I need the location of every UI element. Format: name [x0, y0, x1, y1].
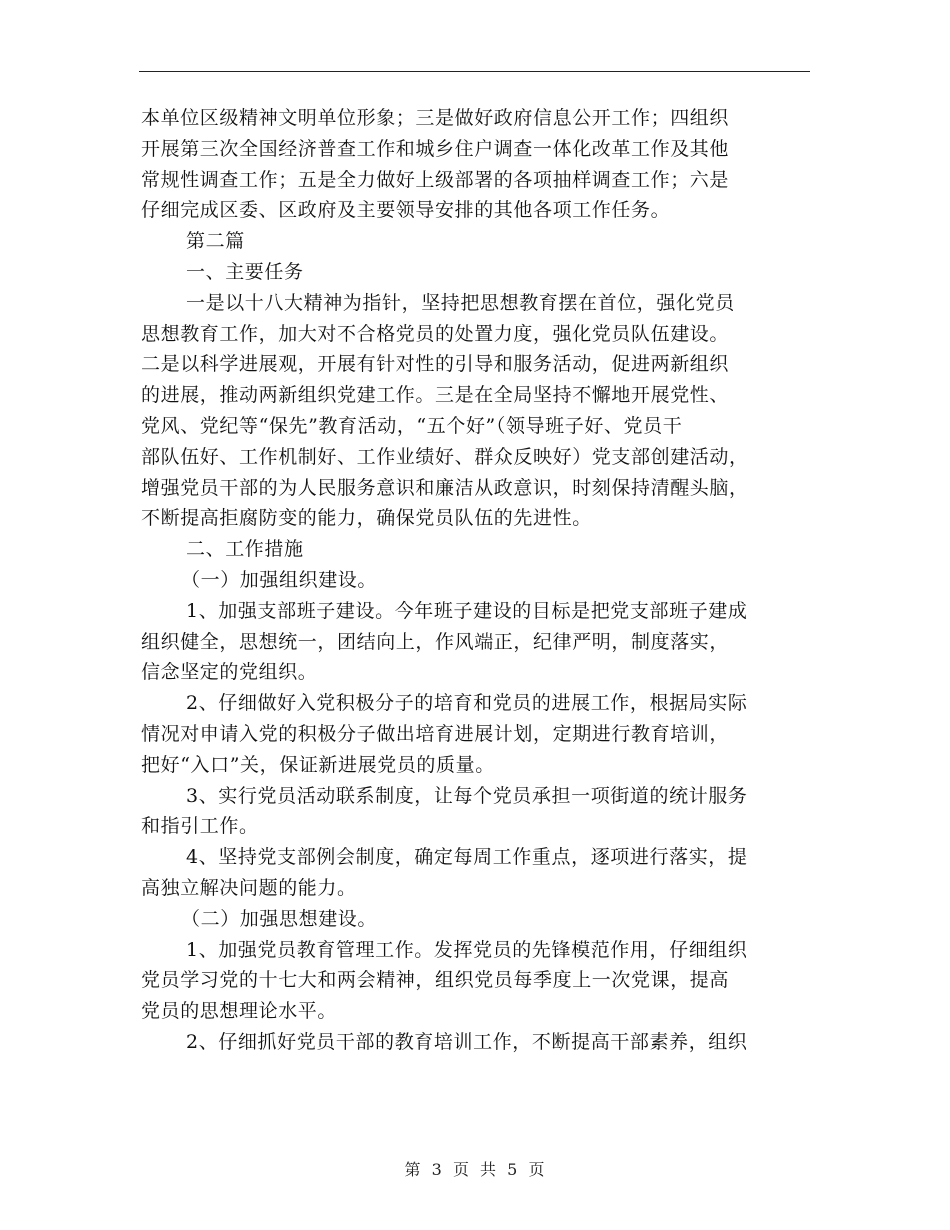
footer-current-page: 3 — [431, 1160, 443, 1179]
text-line: 信念坚定的党组织。 — [141, 661, 318, 684]
footer-page-word: 页 — [452, 1160, 470, 1179]
text-line: 情况对申请入党的积极分子做出培育进展计划，定期进行教育培训， — [141, 722, 730, 745]
text-line: 本单位区级精神文明单位形象；三是做好政府信息公开工作；四组织 — [141, 107, 730, 129]
text-line: 高独立解决问题的能力。 — [141, 876, 357, 899]
footer-total-pages: 5 — [507, 1160, 519, 1179]
text-line: 仔细完成区委、区政府及主要领导安排的其他各项工作任务。 — [141, 199, 671, 222]
text-line: 1、加强支部班子建设。今年班子建设的目标是把党支部班子建成 — [186, 599, 748, 622]
text-line: 一是以十八大精神为指针，坚持把思想教育摆在首位，强化党员 — [186, 291, 735, 314]
text-line: 党风、党纪等“保先”教育活动，“五个好”（领导班子好、党员干 — [141, 414, 683, 437]
text-line: 党员的思想理论水平。 — [141, 1000, 338, 1023]
text-line: 一、主要任务 — [186, 260, 304, 283]
text-line: 开展第三次全国经济普查工作和城乡住户调查一体化改革工作及其他 — [141, 137, 730, 160]
footer-prefix: 第 — [404, 1160, 422, 1179]
text-line: 2、仔细做好入党积极分子的培育和党员的进展工作，根据局实际 — [186, 692, 748, 715]
text-line: 2、仔细抓好党员干部的教育培训工作，不断提高干部素养，组织 — [186, 1030, 748, 1053]
text-line: 和指引工作。 — [141, 815, 259, 838]
text-line: 1、加强党员教育管理工作。发挥党员的先锋模范作用，仔细组织 — [186, 938, 748, 961]
text-line: 3、实行党员活动联系制度，让每个党员承担一项街道的统计服务 — [186, 784, 748, 807]
footer-suffix: 页 — [528, 1160, 546, 1179]
text-line: （一）加强组织建设。 — [181, 568, 378, 591]
text-line: （二）加强思想建设。 — [181, 907, 378, 930]
text-line: 组织健全，思想统一，团结向上，作风端正，纪律严明，制度落实， — [141, 630, 730, 653]
text-line: 党员学习党的十七大和两会精神，组织党员每季度上一次党课，提高 — [141, 969, 730, 992]
text-line: 第二篇 — [186, 230, 245, 253]
text-line: 的进展，推动两新组织党建工作。三是在全局坚持不懈地开展党性、 — [141, 384, 730, 407]
text-line: 二、工作措施 — [186, 538, 304, 561]
text-line: 把好“入口”关，保证新进展党员的质量。 — [141, 753, 495, 776]
page-footer — [0, 1157, 950, 1180]
text-line: 部队伍好、工作机制好、工作业绩好、群众反映好）党支部创建活动， — [141, 445, 749, 468]
document-body — [141, 103, 809, 1058]
header-rule — [139, 71, 810, 72]
text-line: 常规性调查工作；五是全力做好上级部署的各项抽样调查工作；六是 — [141, 168, 730, 191]
text-line: 不断提高拒腐防变的能力，确保党员队伍的先进性。 — [141, 507, 592, 530]
text-line: 二是以科学进展观，开展有针对性的引导和服务活动，促进两新组织 — [141, 353, 730, 376]
text-line: 4、坚持党支部例会制度，确定每周工作重点，逐项进行落实，提 — [186, 846, 748, 869]
footer-total-word: 共 — [480, 1160, 498, 1179]
text-line: 思想教育工作，加大对不合格党员的处置力度，强化党员队伍建设。 — [141, 322, 730, 345]
text-line: 增强党员干部的为人民服务意识和廉洁从政意识，时刻保持清醒头脑， — [141, 476, 749, 499]
